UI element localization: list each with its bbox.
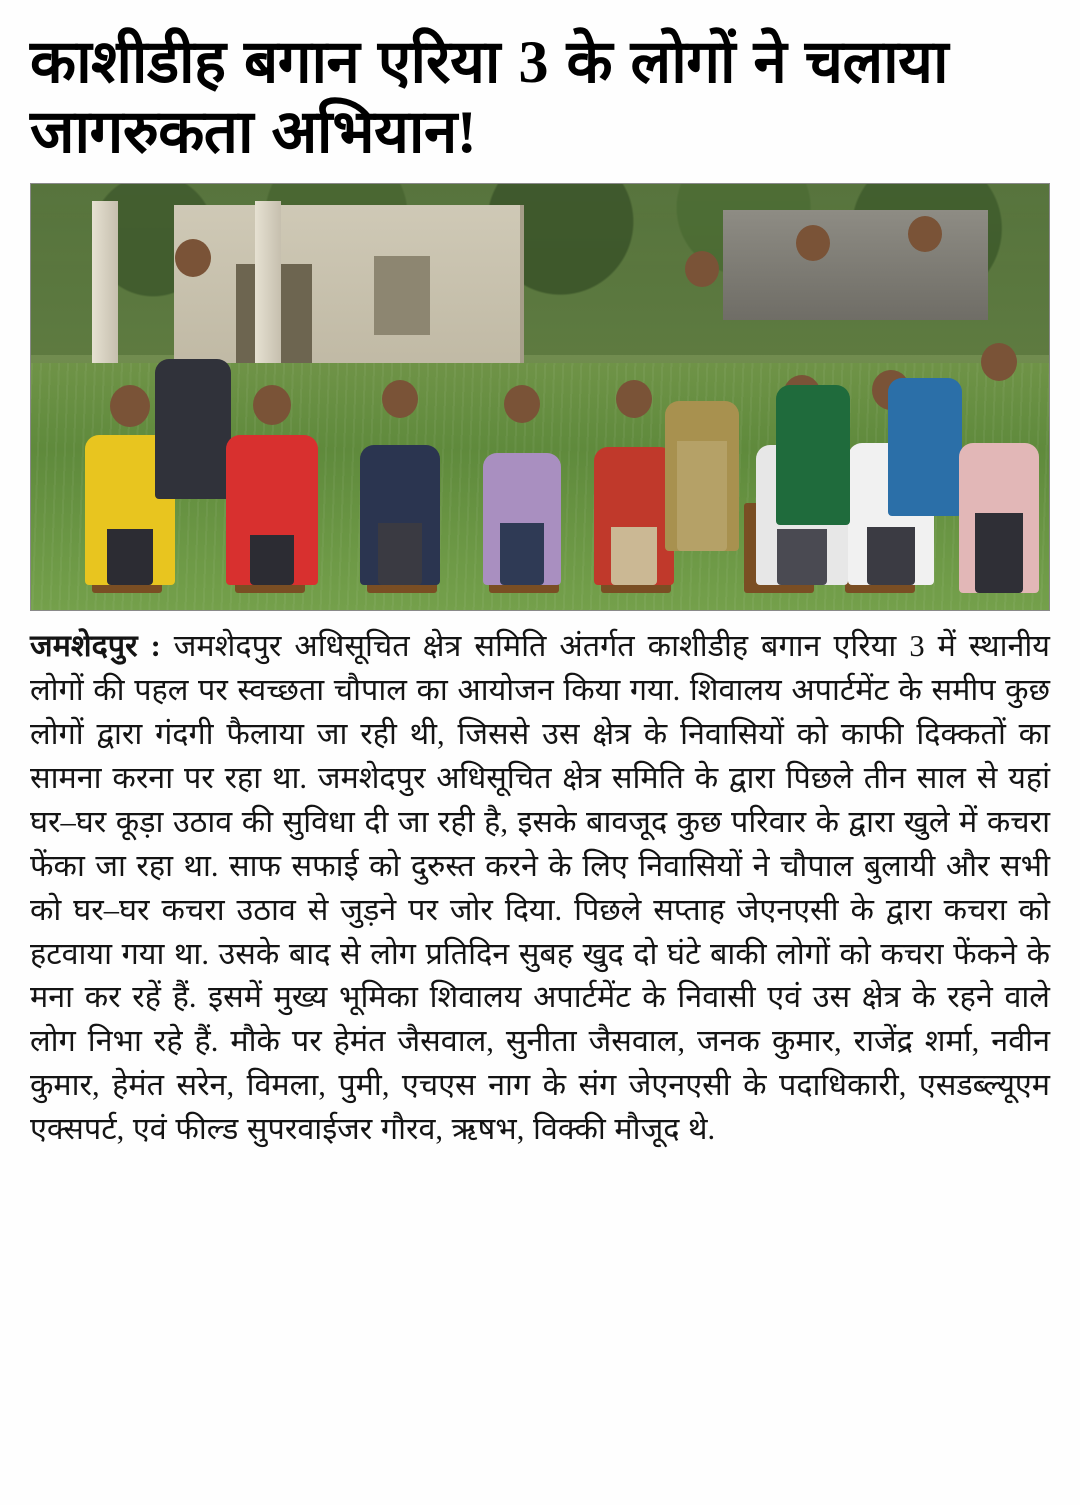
photo-person: [357, 380, 443, 585]
dateline: जमशेदपुर :: [30, 629, 161, 664]
photo-person: [153, 239, 233, 499]
photo-person-police: [662, 251, 742, 551]
photo-person: [957, 343, 1041, 593]
photo-person: [224, 385, 320, 585]
body-text: जमशेदपुर अधिसूचित क्षेत्र समिति अंतर्गत काशीडीह बगान एरिया 3 में स्थानीय लोगों की पहल पर स्वच्छता चौपाल का आयोजन किया गया. शिवालय अपार्टमेंट के समीप कुछ लोगों द्वारा गंदगी फैलाया जा रही थी, जिससे उस क्षेत्र के निवासियों को काफी दिक्कतों का सामना करना पर रहा था. जमशेदपुर अधिसूचित क्षेत्र समिति के द्वारा पिछले तीन साल से यहां घर–घर कूड़ा उठाव की सुविधा दी जा रही है, इसके बावजूद कुछ परिवार के द्वारा खुले में कचरा फेंका जा रहा था. साफ सफाई को दुरुस्त करने के लिए निवासियों ने चौपाल बुलायी और सभी को घर–घर कचरा उठाव से जुड़ने पर जोर दिया. पिछले सप्ताह जेएनएसी के द्वारा कचरा को हटवाया गया था. उसके बाद से लोग प्रतिदिन सुबह खुद दो घंटे बाकी लोगों को कचरा फेंकने के मना कर रहें हैं. इसमें मुख्य भूमिका शिवालय अपार्टमेंट के निवासी एवं उस क्षेत्र के रहने वाले लोग निभा रहे हैं. मौके पर हेमंत जैसवाल, सुनीता जैसवाल, जनक कुमार, राजेंद्र शर्मा, नवीन कुमार, हेमंत सरेन, विमला, पुमी, एचएस नाग के संग जेएनएसी के पदाधिकारी, एसडब्ल्यूएम एक्सपर्ट, एवं फील्ड सुपरवाईजर गौरव, ऋषभ, विक्की मौजूद थे.: [30, 629, 1050, 1147]
article-body: [30, 625, 1050, 1152]
photo-person: [774, 225, 852, 525]
photo-person: [479, 385, 565, 585]
article-photo: [30, 183, 1050, 611]
photo-person: [886, 216, 964, 516]
page-title: काशीडीह बगान एरिया 3 के लोगों ने चलाया जागरुकता अभियान!: [30, 29, 949, 165]
